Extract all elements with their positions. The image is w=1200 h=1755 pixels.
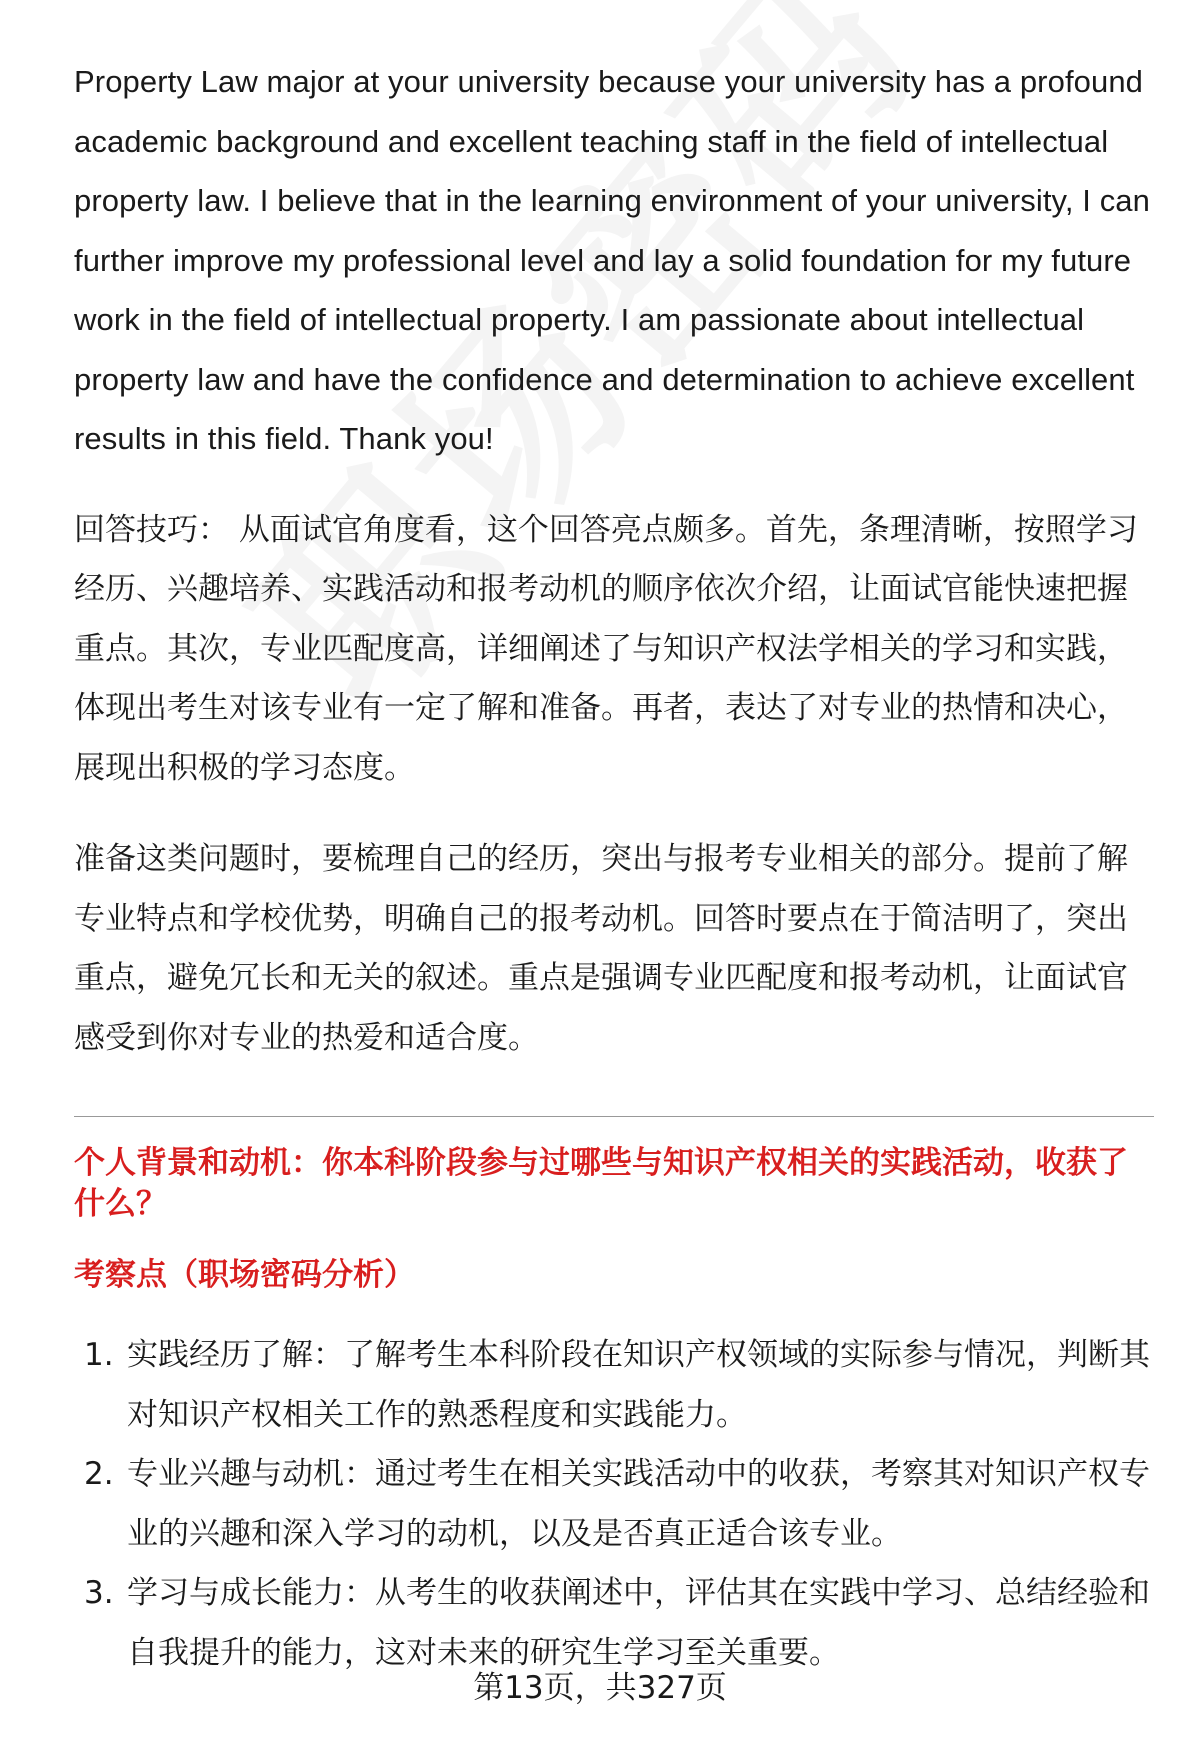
- assessment-points-list: [74, 1326, 1154, 1683]
- answer-tip-paragraph: 回答技巧： 从面试官角度看，这个回答亮点颇多。首先，条理清晰，按照学习经历、兴趣培养、实践活动和报考动机的顺序依次介绍，让面试官能快速把握重点。其次，专业匹配度高，详细阐述了与知识产权法学相关的学习和实践，体现出考生对该专业有一定了解和准备。再者，表达了对专业的热情和决心，展现出积极的学习态度。: [74, 511, 1138, 786]
- assessment-points-heading: 考察点（职场密码分析）: [74, 1257, 415, 1293]
- list-item-text: 实践经历了解：了解考生本科阶段在知识产权领域的实际参与情况，判断其对知识产权相关工作的熟悉程度和实践能力。: [127, 1337, 1150, 1433]
- list-item-number: 1.: [84, 1337, 114, 1373]
- list-item-text: 学习与成长能力：从考生的收获阐述中，评估其在实践中学习、总结经验和自我提升的能力，这对未来的研究生学习至关重要。: [127, 1575, 1150, 1671]
- list-item-text: 专业兴趣与动机：通过考生在相关实践活动中的收获，考察其对知识产权专业的兴趣和深入学习的动机，以及是否真正适合该专业。: [127, 1456, 1150, 1552]
- list-item-number: 3.: [84, 1575, 114, 1611]
- preparation-paragraph: 准备这类问题时，要梳理自己的经历，突出与报考专业相关的部分。提前了解专业特点和学校优势，明确自己的报考动机。回答时要点在于简洁明了，突出重点，避免冗长和无关的叙述。重点是强调专业匹配度和报考动机，让面试官感受到你对专业的热爱和适合度。: [74, 841, 1128, 1056]
- list-item-number: 2.: [84, 1456, 114, 1492]
- page-footer: 第13页，共327页: [473, 1670, 727, 1706]
- page-content: [74, 52, 1154, 1683]
- question-heading: 个人背景和动机：你本科阶段参与过哪些与知识产权相关的实践活动，收获了什么？: [74, 1145, 1128, 1222]
- list-item: [74, 1326, 1154, 1445]
- answer-tail-paragraph: Property Law major at your university because your university has a profound academic background and excellent teaching staff in the field of intellectual property law. I believe that in the learning environment of your university, I can further improve my professional level and lay a solid foundation for my future work in the field of intellectual property. I am passionate about intellectual property law and have the confidence and determination to achieve excellent results in this field. Thank you!: [74, 64, 1150, 456]
- list-item: [74, 1564, 1154, 1683]
- list-item: [74, 1445, 1154, 1564]
